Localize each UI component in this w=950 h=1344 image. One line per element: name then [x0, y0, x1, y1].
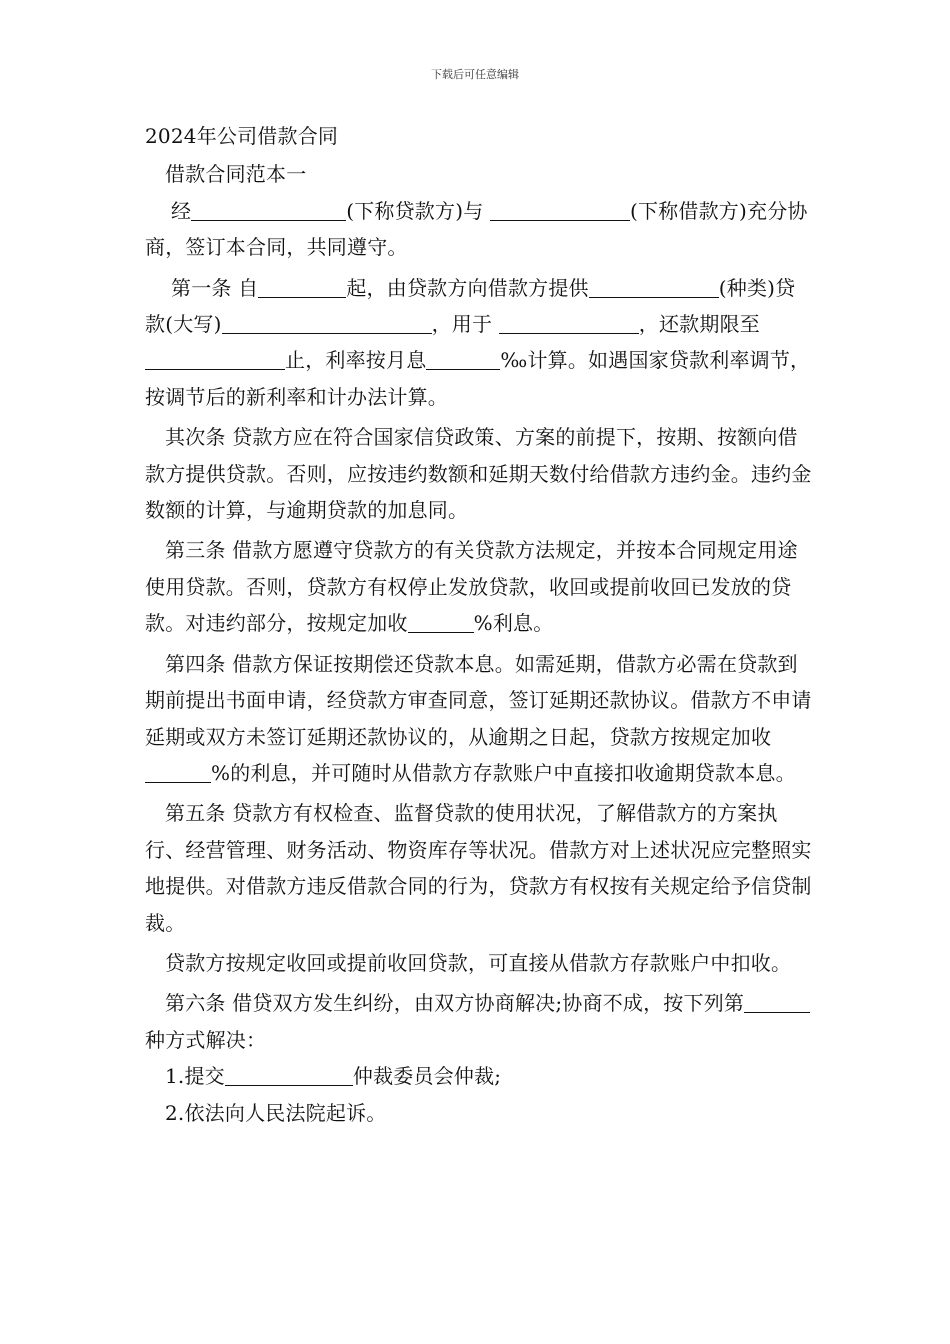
arbitration-blank[interactable] [225, 1065, 353, 1086]
text: ‰计算。如遇国家贷款利率调节，按调节后的新利率和计办法计算。 [145, 348, 811, 409]
lender-blank[interactable] [191, 200, 346, 221]
text: 第六条 借贷双方发生纠纷，由双方协商解决;协商不成，按下列第 [165, 991, 745, 1016]
article-3 [145, 532, 815, 641]
text: %的利息，并可随时从借款方存款账户中直接扣收逾期贷款本息。 [211, 760, 796, 785]
text: 经 [171, 198, 192, 223]
article-6 [145, 985, 815, 1058]
option-2: 2.依法向人民法院起诉。 [165, 1100, 387, 1125]
text: (下称贷款方)与 [346, 198, 484, 223]
loan-type-blank[interactable] [589, 277, 719, 298]
text: 仲裁委员会仲裁; [352, 1064, 502, 1089]
article-1 [145, 270, 815, 416]
text: (下称借款方)充分协商，签订本合同，共同遵守。 [145, 198, 808, 260]
text: 第三条 借款方愿遵守贷款方的有关贷款方法规定，并按本合同规定用途使用贷款。否则，贷款方有权停止发放贷款，收回或提前收回已发放的贷款。对违约部分，按规定加收 [145, 538, 798, 636]
article-2: 其次条 贷款方应在符合国家信贷政策、方案的前提下，按期、按额向借款方提供贷款。否则，应按违约数额和延期天数付给借款方违约金。违约金数额的计算，与逾期贷款的加息同。 [145, 425, 812, 523]
doc-title: 2024年公司借款合同 [145, 124, 339, 148]
text: ，用于 [431, 312, 493, 337]
rate-blank[interactable] [426, 349, 500, 370]
intro-paragraph [145, 193, 815, 266]
purpose-blank[interactable] [499, 313, 639, 334]
penalty-rate-blank[interactable] [408, 612, 474, 633]
article-5: 第五条 贷款方有权检查、监督贷款的使用状况，了解借款方的方案执行、经营管理、财务活动、物资库存等状况。借款方对上述状况应完整照实地提供。对借款方违反借款合同的行为，贷款方有权按有关规定给予信贷制裁。 [145, 801, 812, 935]
text: 第四条 借款方保证按期偿还贷款本息。如需延期，借款方必需在贷款到期前提出书面申请，经贷款方审查同意，签订延期还款协议。借款方不申请延期或双方未签订延期还款协议的，从逾期之日起，贷款方按规定加收 [145, 651, 812, 749]
amount-blank[interactable] [222, 313, 432, 334]
article-5-supplement: 贷款方按规定收回或提前收回贷款，可直接从借款方存款账户中扣收。 [165, 950, 792, 975]
dispute-option-blank[interactable] [744, 992, 810, 1013]
page-header: 下载后可任意编辑 [431, 68, 519, 81]
doc-subtitle: 借款合同范本一 [165, 162, 307, 187]
text: (种类)贷款(大写) [145, 275, 796, 337]
text: 种方式解决： [145, 1027, 267, 1052]
option-1 [145, 1058, 815, 1094]
overdue-rate-blank[interactable] [145, 762, 211, 783]
text: 起，由贷款方向借款方提供 [346, 275, 589, 300]
start-date-blank[interactable] [258, 277, 346, 298]
article-4 [145, 646, 815, 792]
text: 第一条 自 [171, 275, 259, 300]
text: ，还款期限至 [638, 312, 760, 337]
contract-body [145, 118, 815, 1131]
borrower-blank[interactable] [490, 200, 630, 221]
due-date-blank[interactable] [145, 349, 285, 370]
text: 止，利率按月息 [285, 348, 427, 373]
text: 1.提交 [165, 1064, 225, 1089]
text: %利息。 [473, 611, 554, 636]
